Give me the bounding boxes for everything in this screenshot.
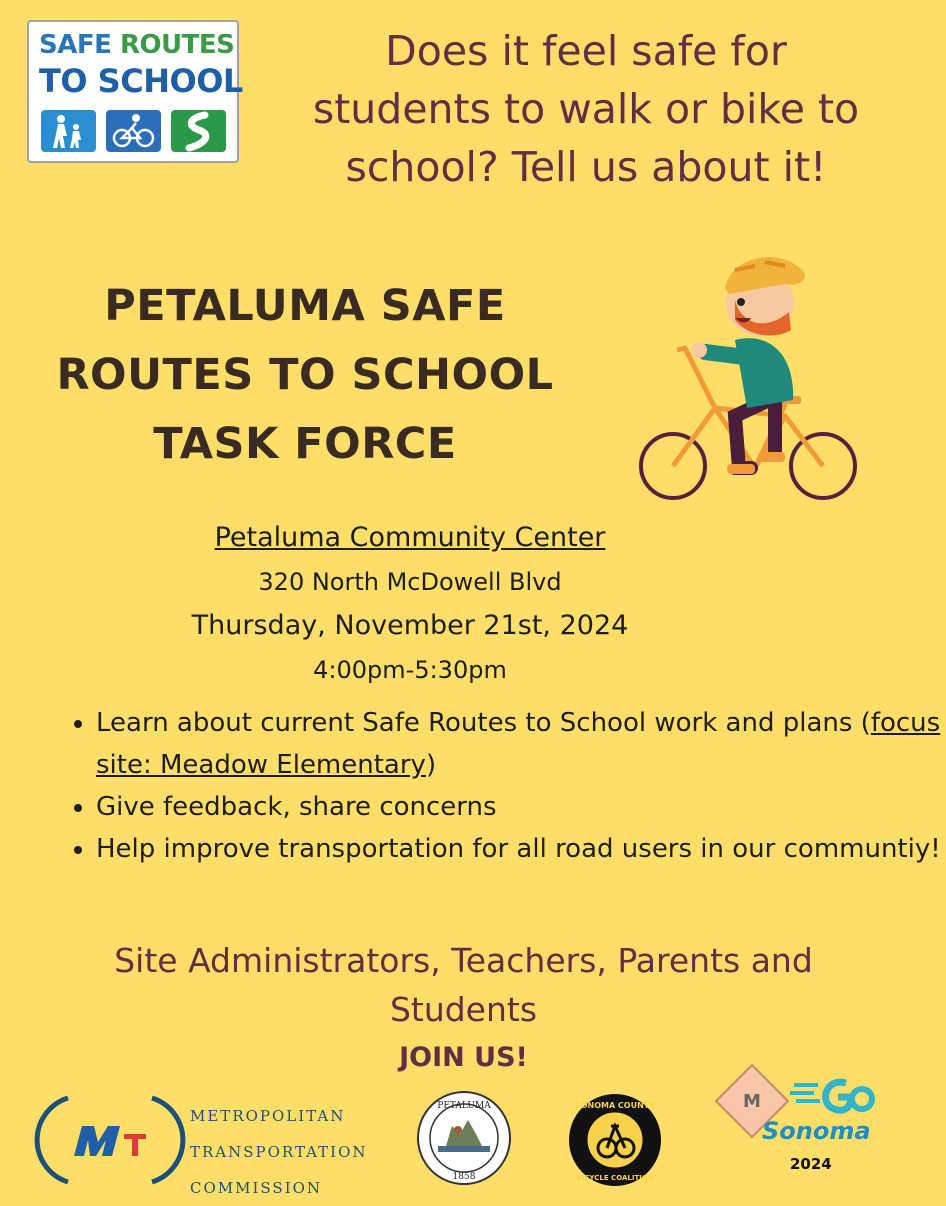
list-item xyxy=(96,702,946,786)
child-cyclist-illustration xyxy=(635,240,865,514)
headline-line-3: school? Tell us about it! xyxy=(345,143,827,191)
mtc-logo xyxy=(40,1090,180,1194)
logo-line-2: TO SCHOOL xyxy=(39,62,243,100)
agenda-list xyxy=(52,702,946,870)
mtc-line-2: TRANSPORTATION xyxy=(190,1143,368,1161)
join-us-heading: JOIN US! xyxy=(399,1042,528,1073)
svg-text:M: M xyxy=(743,1091,761,1112)
headline-line-2: students to walk or bike to xyxy=(312,85,860,133)
bullet-1-close: ) xyxy=(425,750,437,780)
audience-text xyxy=(30,936,897,1034)
title-line-2: ROUTES TO SCHOOL xyxy=(56,350,554,400)
logo-line-1 xyxy=(39,30,234,60)
list-item: • Give feedback, share concerns xyxy=(96,786,946,828)
coalition-top-text: SONOMA COUNTY xyxy=(574,1101,656,1110)
venue-name: Petaluma Community Center xyxy=(214,522,606,553)
title-line-1: PETALUMA SAFE xyxy=(104,281,506,331)
coalition-bottom-text: BICYCLE COALITION xyxy=(576,1174,654,1182)
mtc-line-3: COMMISSION xyxy=(190,1179,323,1197)
seal-top-text: PETALUMA xyxy=(437,1101,491,1111)
path-icon xyxy=(171,110,226,152)
headline-question xyxy=(252,22,920,196)
logo-safe-text: SAFE xyxy=(39,30,112,60)
audience-line-2: Students xyxy=(389,990,538,1029)
go-sonoma-year: 2024 xyxy=(790,1155,832,1173)
event-date: Thursday, November 21st, 2024 xyxy=(191,610,629,641)
safe-routes-logo xyxy=(27,20,243,163)
headline-line-1: Does it feel safe for xyxy=(385,27,787,75)
page-title xyxy=(20,272,590,479)
venue-address: 320 North McDowell Blvd xyxy=(258,568,562,596)
pedestrian-icon xyxy=(41,110,96,152)
bicycle-icon xyxy=(106,110,161,152)
go-sonoma-wordmark: Sonoma xyxy=(762,1117,871,1145)
mtc-wordmark xyxy=(190,1098,368,1206)
title-line-3: TASK FORCE xyxy=(153,419,457,469)
bicycle-coalition-logo xyxy=(567,1092,663,1192)
event-time: 4:00pm-5:30pm xyxy=(313,656,507,684)
list-item: • Help improve transportation for all road users in our communtiy! xyxy=(96,828,946,870)
logo-routes-text: ROUTES xyxy=(119,30,235,60)
audience-line-1: Site Administrators, Teachers, Parents and xyxy=(114,941,813,980)
mtc-line-1: METROPOLITAN xyxy=(190,1107,346,1125)
focus-site-link[interactable]: focus site: Meadow Elementary xyxy=(96,708,941,780)
bullet-1-text: Learn about current Safe Routes to School work and plans ( xyxy=(96,708,871,738)
seal-year-text: 1858 xyxy=(452,1172,476,1182)
petaluma-seal xyxy=(416,1090,512,1190)
